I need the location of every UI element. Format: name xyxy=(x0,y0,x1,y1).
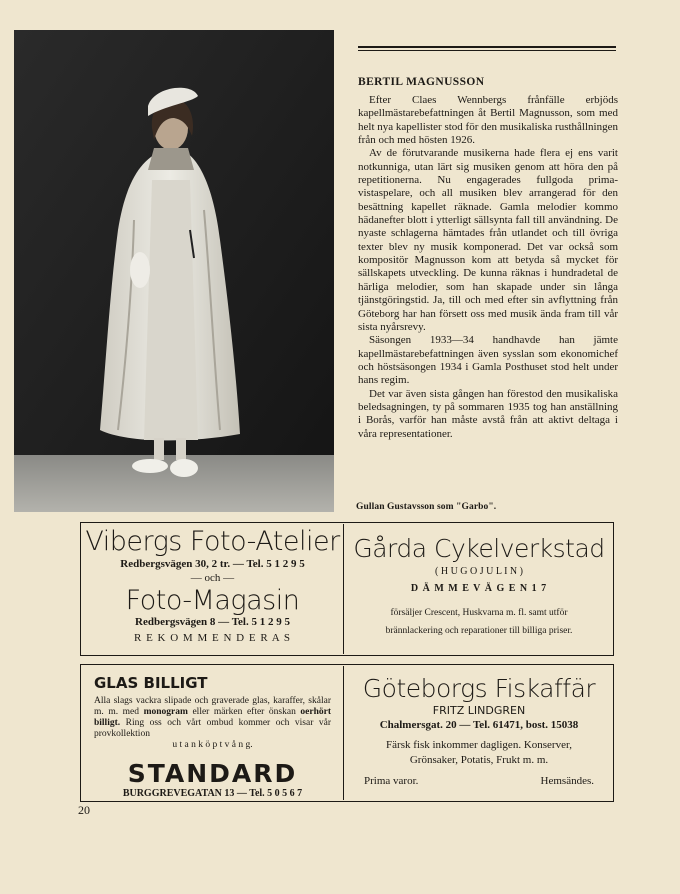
fisk-footer xyxy=(346,775,612,787)
vibergs-och: — och — xyxy=(190,572,235,584)
fisk-line2: Grönsaker, Potatis, Frukt m. m. xyxy=(409,754,549,766)
glas-body-e: Ring oss och vårt ombud kommer och visar vår provkollektion xyxy=(94,718,331,739)
fisk-left: Prima varor. xyxy=(364,775,419,787)
vibergs-address2: Redbergsvägen 8 — Tel. 5 1 2 9 5 xyxy=(135,616,290,628)
vibergs-title: Vibergs Foto-Atelier xyxy=(85,526,340,557)
glas-address: BURGGREVEGATAN 13 — Tel. 5 0 5 6 7 xyxy=(122,788,303,799)
fisk-line1: Färsk fisk inkommer dagligen. Konserver, xyxy=(386,739,572,751)
garda-title: Gårda Cykelverkstad xyxy=(353,534,605,563)
glas-body-a: Alla slags vackra slipade och graverade glas, karaffer, skålar m. m. med xyxy=(94,696,331,717)
ad-garda xyxy=(346,524,612,654)
fisk-title: Göteborgs Fiskaffär xyxy=(362,674,596,703)
photo-caption: Gullan Gustavsson som "Garbo". xyxy=(356,502,497,512)
glas-title: GLAS BILLIGT xyxy=(94,674,208,692)
glas-brand: STANDARD xyxy=(127,759,298,788)
glas-body-c: eller märken efter önskan xyxy=(187,707,301,717)
fisk-address: Chalmersgat. 20 — Tel. 61471, bost. 15038 xyxy=(379,719,579,731)
vibergs-title2: Foto-Magasin xyxy=(125,585,300,616)
page-number: 20 xyxy=(78,803,90,817)
article-paragraph: Säsongen 1933—34 handhavde han jämte kapellmästarebefattningen även sysslan som ekonomichef och höstsäsongen 1934 i Gamla Posthuset stod helt under hans regim. xyxy=(358,334,618,387)
glas-body-b: monogram xyxy=(143,707,188,717)
garda-line2: brännlackering och reparationer till billiga priser. xyxy=(385,626,573,636)
glas-body-d: oerhört billigt. xyxy=(94,707,331,728)
top-rule-thin xyxy=(358,50,616,51)
top-rule xyxy=(358,46,616,48)
article-paragraph: Efter Claes Wennbergs frånfälle erbjöds kapellmästarebefattningen åt Bertil Magnusson, som med helt nya kapellister stod för den musikaliska rusthållningen från och med hösten 1926. xyxy=(358,94,618,147)
article-paragraph: Det var även sista gången han förestod den musikaliska beledsagningen, ty på sommaren 1935 tog han anställning i Borås, varför han måste avstå från att aktivt deltaga i våra representationer. xyxy=(358,387,618,440)
vibergs-address: Redbergsvägen 30, 2 tr. — Tel. 5 1 2 9 5 xyxy=(120,558,305,570)
ad-glas xyxy=(82,666,344,800)
ad-fisk xyxy=(346,666,612,800)
garda-owner: ( H U G O J U L I N ) xyxy=(435,566,523,577)
fisk-owner: FRITZ LINDGREN xyxy=(432,704,526,717)
ad-vibergs xyxy=(82,524,344,654)
article-paragraph: Av de förutvarande musikerna hade flera ej ens varit notkunniga, utan lärt sig musiken genom att höra den på repetitionerna. Nu engagerades fullgoda prima-vistaspelare, och all musiken blev arrangerad för den besättning kapellet räknade. Gamla melodier kommo hädanefter blott i ytterligt sällsynta fall till användning. De nyaste schlagerna hämtades från utlandet och till övriga texter blev ny musik komponerad. Det var också som kompositör Magnusson kom att betyda så mycket för sällskapets utveckling. De kunna räknas i hundradetal de härliga melodier, som han skapade under sin långa tjänstgöringstid. Ja, till och med efter sin avflyttning från Göteborg har han försett oss med musik ända fram till vår sista nyårsrevy. xyxy=(358,147,618,333)
glas-body-f: u t a n k ö p t v å n g. xyxy=(172,740,253,750)
glas-body xyxy=(94,696,331,751)
vibergs-tagline: R E K O M M E N D E R A S xyxy=(133,632,292,644)
garda-address: D Ä M M E V Ä G E N 1 7 xyxy=(410,583,548,594)
photo-garbo xyxy=(14,30,334,512)
fisk-right: Hemsändes. xyxy=(540,775,594,787)
article-heading: BERTIL MAGNUSSON xyxy=(358,76,485,88)
photo-figure-illustration xyxy=(14,30,334,512)
garda-line1: försäljer Crescent, Huskvarna m. fl. samt utför xyxy=(390,608,568,618)
article-body xyxy=(358,94,618,441)
